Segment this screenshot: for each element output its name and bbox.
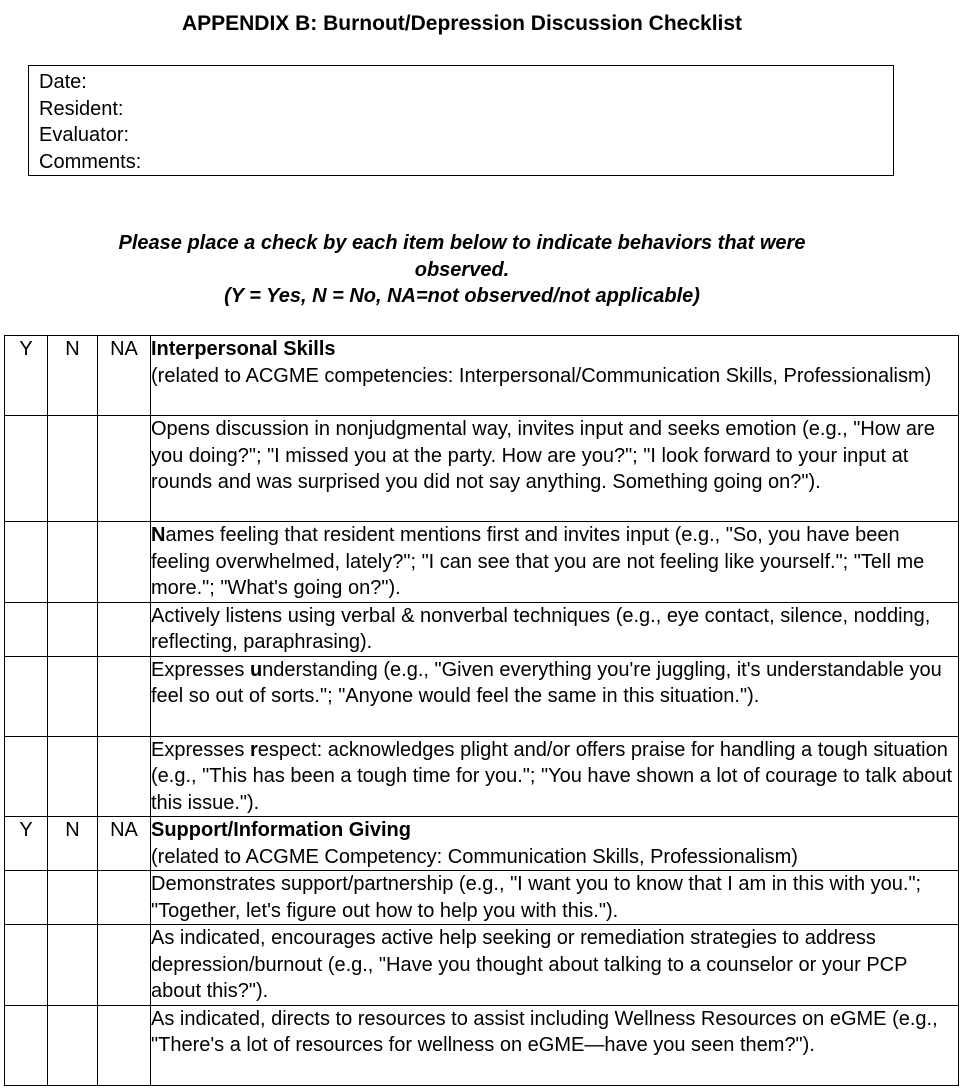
- yes-check-cell[interactable]: [5, 736, 48, 817]
- info-box: [28, 65, 894, 176]
- column-header-yes: Y: [5, 817, 48, 871]
- item-description: Opens discussion in nonjudgmental way, invites input and seeks emotion (e.g., "How are you doing?"; "I missed you at the party. How are you?"; "I look forward to your input at rounds and was surprised you did not say anything. Something going on?").: [151, 416, 959, 522]
- na-check-cell[interactable]: [98, 1005, 151, 1085]
- checklist-item-row: [5, 871, 959, 925]
- item-description: As indicated, encourages active help seeking or remediation strategies to address depression/burnout (e.g., "Have you thought about talking to a counselor or your PCP about this?").: [151, 925, 959, 1006]
- section-header-row: [5, 336, 959, 416]
- no-check-cell[interactable]: [48, 656, 98, 736]
- column-header-no: N: [48, 336, 98, 416]
- yes-check-cell[interactable]: [5, 871, 48, 925]
- item-description: Expresses understanding (e.g., "Given everything you're juggling, it's understandable you feel so out of sorts."; "Anyone would feel the same in this situation.").: [151, 656, 959, 736]
- comments-field-label: Comments:: [39, 150, 142, 173]
- yes-check-cell[interactable]: [5, 602, 48, 656]
- resident-field-label: Resident:: [39, 97, 124, 120]
- no-check-cell[interactable]: [48, 416, 98, 522]
- section-title: Interpersonal Skills: [151, 338, 336, 360]
- evaluator-field-label: Evaluator:: [39, 124, 130, 146]
- yes-check-cell[interactable]: [5, 522, 48, 603]
- no-check-cell[interactable]: [48, 871, 98, 925]
- no-check-cell[interactable]: [48, 522, 98, 603]
- na-check-cell[interactable]: [98, 656, 151, 736]
- date-field-label: Date:: [39, 71, 87, 93]
- column-header-na: NA: [98, 336, 151, 416]
- page-title: APPENDIX B: Burnout/Depression Discussion Checklist: [181, 12, 743, 35]
- section-title: Support/Information Giving: [151, 819, 411, 841]
- item-description: Expresses respect: acknowledges plight and/or offers praise for handling a tough situation (e.g., "This has been a tough time for you."; "You have shown a lot of courage to talk about this issue.").: [151, 736, 959, 817]
- na-check-cell[interactable]: [98, 416, 151, 522]
- yes-check-cell[interactable]: [5, 1005, 48, 1085]
- item-description: Actively listens using verbal & nonverbal techniques (e.g., eye contact, silence, nodding, reflecting, paraphrasing).: [151, 602, 959, 656]
- no-check-cell[interactable]: [48, 1005, 98, 1085]
- item-description: As indicated, directs to resources to assist including Wellness Resources on eGME (e.g., "There's a lot of resources for wellness on eGME—have you seen them?").: [151, 1005, 959, 1085]
- instructions-line-2: observed.: [414, 258, 510, 281]
- item-description: Names feeling that resident mentions first and invites input (e.g., "So, you have been feeling overwhelmed, lately?"; "I can see that you are not feeling like yourself."; "Tell me more."; "What's going on?").: [151, 522, 959, 603]
- no-check-cell[interactable]: [48, 736, 98, 817]
- instructions: [0, 230, 924, 310]
- checklist-item-row: [5, 602, 959, 656]
- yes-check-cell[interactable]: [5, 416, 48, 522]
- na-check-cell[interactable]: [98, 522, 151, 603]
- checklist-item-row: [5, 925, 959, 1006]
- no-check-cell[interactable]: [48, 602, 98, 656]
- section-heading-interpersonal: [151, 336, 959, 416]
- instructions-line-1: Please place a check by each item below to indicate behaviors that were: [118, 232, 806, 254]
- checklist-item-row: [5, 416, 959, 522]
- na-check-cell[interactable]: [98, 925, 151, 1006]
- instructions-line-3: (Y = Yes, N = No, NA=not observed/not applicable): [224, 285, 700, 307]
- checklist-item-row: [5, 656, 959, 736]
- no-check-cell[interactable]: [48, 925, 98, 1006]
- na-check-cell[interactable]: [98, 736, 151, 817]
- na-check-cell[interactable]: [98, 602, 151, 656]
- section-subtitle: (related to ACGME Competency: Communication Skills, Professionalism): [151, 845, 798, 868]
- yes-check-cell[interactable]: [5, 925, 48, 1006]
- checklist-table: [4, 335, 959, 1086]
- section-subtitle: (related to ACGME competencies: Interpersonal/Communication Skills, Professionalism): [151, 364, 932, 387]
- checklist-item-row: [5, 1005, 959, 1085]
- column-header-yes: Y: [5, 336, 48, 416]
- column-header-na: NA: [98, 817, 151, 871]
- checklist-item-row: [5, 522, 959, 603]
- item-description: Demonstrates support/partnership (e.g., "I want you to know that I am in this with you."; "Together, let's figure out how to help you with this.").: [151, 871, 959, 925]
- na-check-cell[interactable]: [98, 871, 151, 925]
- yes-check-cell[interactable]: [5, 656, 48, 736]
- column-header-no: N: [48, 817, 98, 871]
- checklist-item-row: [5, 736, 959, 817]
- section-heading-support: [151, 817, 959, 871]
- section-header-row: [5, 817, 959, 871]
